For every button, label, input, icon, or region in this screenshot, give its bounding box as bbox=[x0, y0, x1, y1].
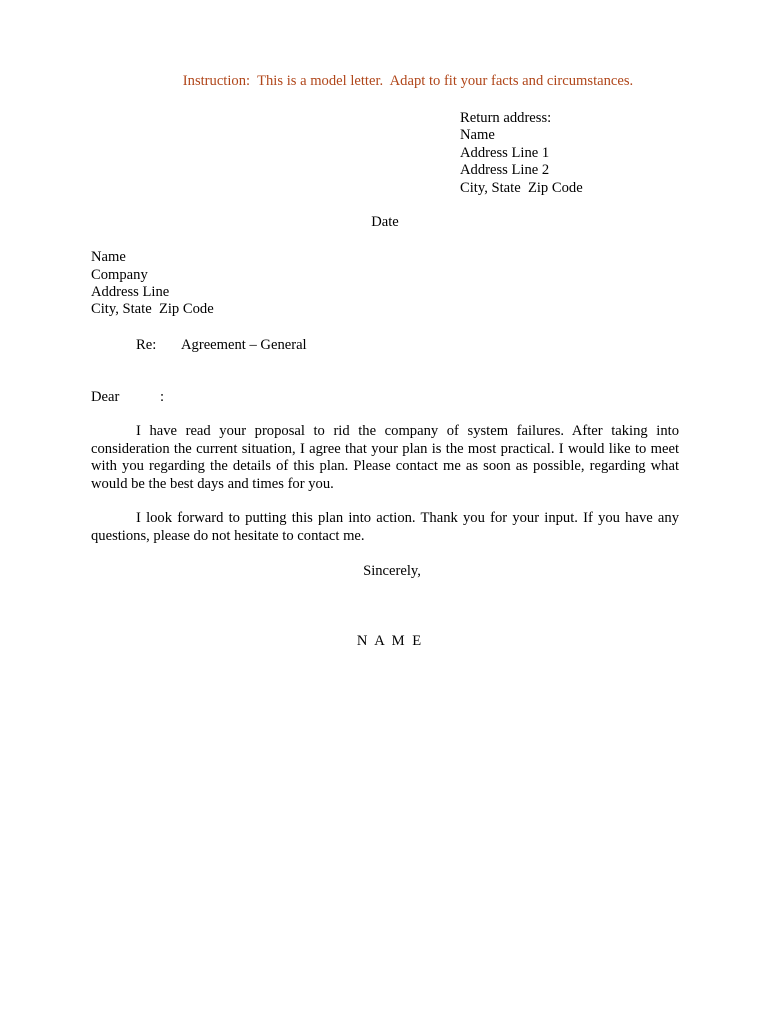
recipient-company: Company bbox=[91, 267, 148, 283]
body-paragraph-2: I look forward to putting this plan into action. Thank you for your input. If you have any questions, please do not hesitate to contact me. bbox=[91, 510, 679, 544]
instruction-note: Instruction: This is a model letter. Adapt to fit your facts and circumstances. bbox=[182, 73, 634, 89]
return-address-name: Name bbox=[460, 127, 495, 143]
return-address-line2: Address Line 2 bbox=[460, 162, 550, 178]
body-paragraph-1: I have read your proposal to rid the company of system failures. After taking into consideration the current situation, I agree that your plan is the most practical. I would like to meet with you regarding the details of this plan. Please contact me as soon as possible, regarding what would be the best days and times for you. bbox=[91, 423, 679, 492]
return-address-heading: Return address: bbox=[460, 110, 552, 126]
recipient-name: Name bbox=[91, 249, 126, 265]
letter-date: Date bbox=[371, 214, 399, 230]
return-address-line1: Address Line 1 bbox=[460, 145, 550, 161]
closing: Sincerely, bbox=[363, 563, 421, 579]
subject-label: Re: bbox=[136, 337, 157, 353]
salutation-dear: Dear bbox=[91, 389, 120, 405]
recipient-address-line: Address Line bbox=[91, 284, 170, 300]
recipient-city-state-zip: City, State Zip Code bbox=[91, 301, 214, 317]
subject-text: Agreement – General bbox=[181, 337, 307, 353]
return-address-city-state-zip: City, State Zip Code bbox=[460, 180, 583, 196]
signature-name: N A M E bbox=[356, 633, 424, 649]
salutation-colon: : bbox=[160, 389, 165, 405]
